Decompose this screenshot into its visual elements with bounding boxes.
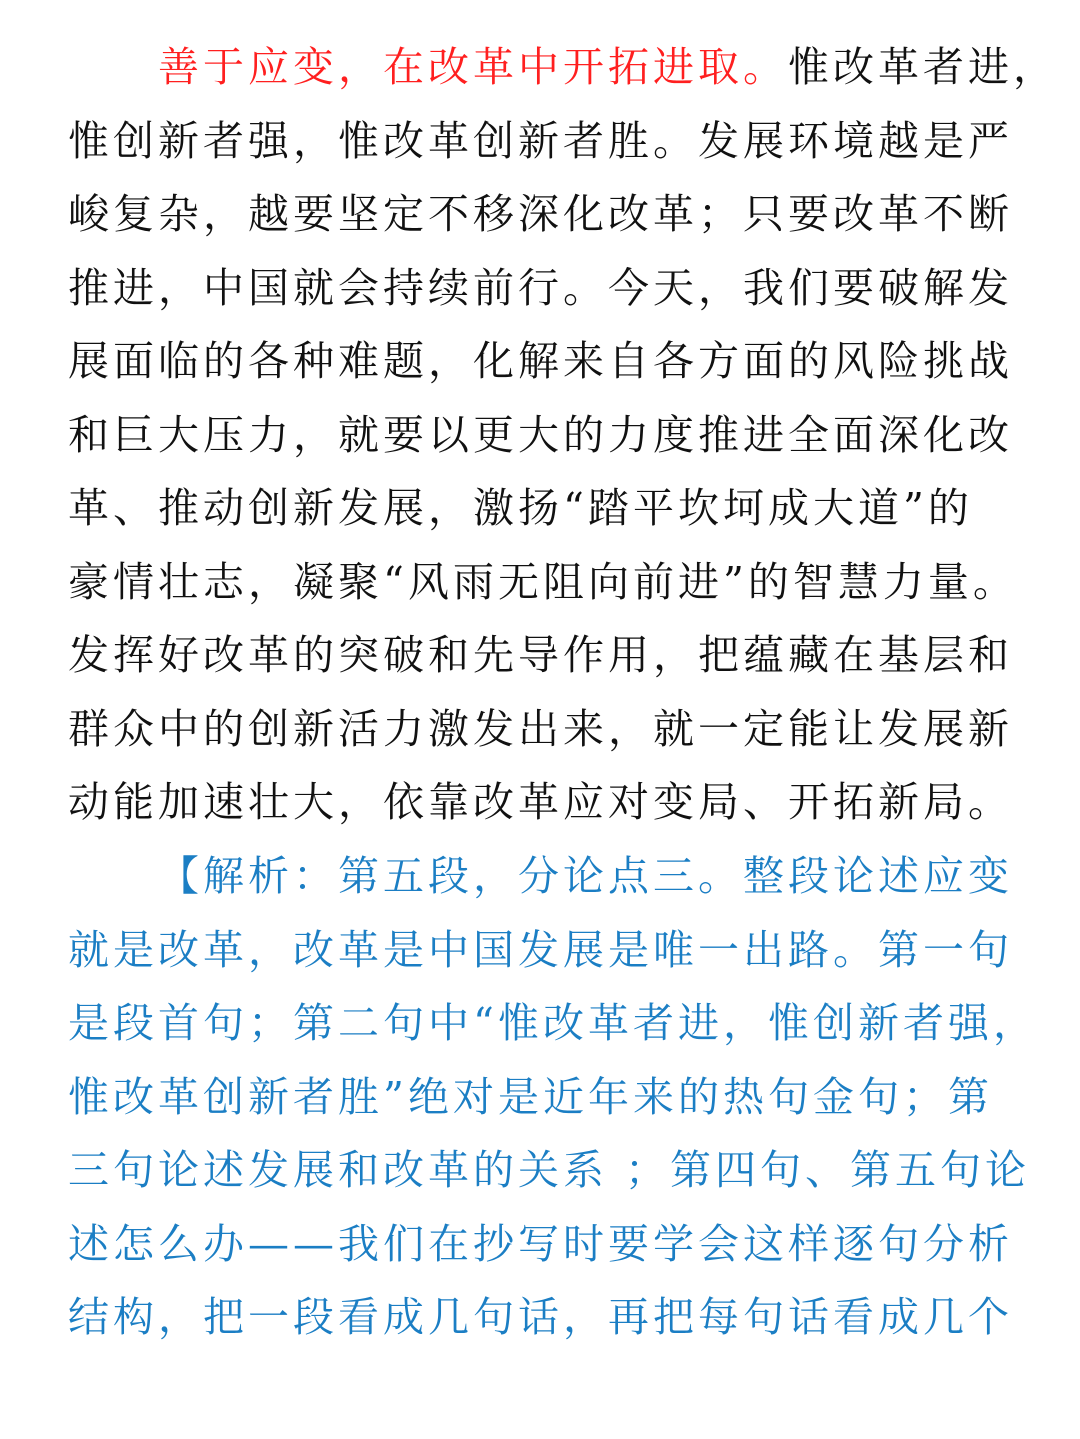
analysis-line: 就是改革，改革是中国发展是唯一出路。第一句 (68, 925, 1013, 974)
analysis-line: 三句论述发展和改革的关系 ；第四句、第五句论 (68, 1146, 1031, 1194)
analysis-line: 结构，把一段看成几句话，再把每句话看成几个 (68, 1293, 1013, 1341)
paragraph-line: 豪情壮志，凝聚“风雨无阻向前进”的智慧力量。 (68, 557, 1018, 606)
first-line-continuation: 惟改革者进， (788, 43, 1058, 91)
paragraph-line: 动能加速壮大，依靠改革应对变局、开拓新局。 (68, 778, 1013, 826)
paragraph-line: 惟创新者强，惟改革创新者胜。发展环境越是严 (68, 116, 1013, 165)
paragraph-line: 展面临的各种难题，化解来自各方面的风险挑战 (68, 337, 1013, 385)
paragraph-line: 发挥好改革的突破和先导作用，把蕴藏在基层和 (68, 631, 1013, 679)
paragraph-line: 革、推动创新发展，激扬“踏平坎坷成大道”的 (68, 484, 973, 532)
body-paragraph (68, 31, 1058, 840)
analysis-line: 述怎么办——我们在抄写时要学会这样逐句分析 (68, 1219, 1013, 1268)
paragraph-line: 峻复杂，越要坚定不移深化改革；只要改革不断 (68, 190, 1013, 238)
analysis-line-text: 【解析：第五段，分论点三。整段论述应变 (158, 852, 1013, 900)
analysis-first-line (68, 840, 1038, 914)
analysis-paragraph (68, 840, 1038, 1355)
paragraph-first-line (68, 31, 1058, 105)
paragraph-line: 推进，中国就会持续前行。今天，我们要破解发 (68, 263, 1013, 312)
paragraph-line: 群众中的创新活力激发出来，就一定能让发展新 (68, 704, 1013, 753)
analysis-line: 惟改革创新者胜”绝对是近年来的热句金句；第 (68, 1072, 993, 1121)
paragraph-line: 和巨大压力，就要以更大的力度推进全面深化改 (68, 410, 1013, 459)
analysis-line: 是段首句；第二句中“惟改革者进，惟创新者强， (68, 999, 1038, 1047)
highlighted-topic-sentence: 善于应变，在改革中开拓进取。 (158, 43, 788, 91)
